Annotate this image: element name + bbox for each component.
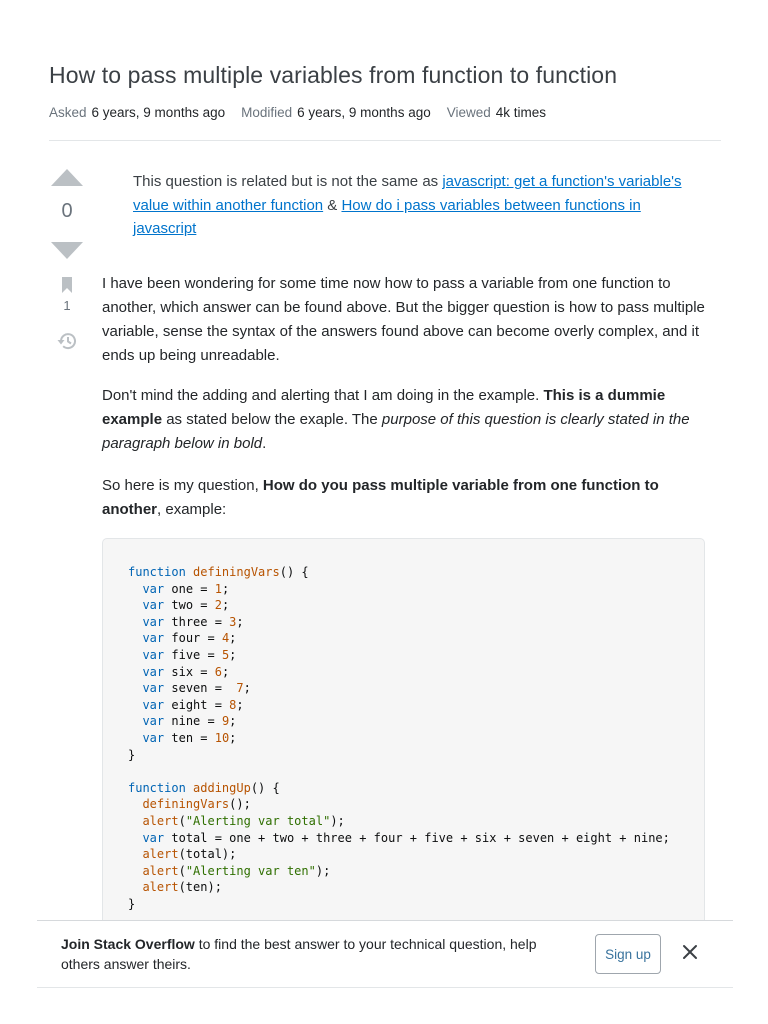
para2-text-e: . [262,435,267,452]
vote-count: 0 [61,200,73,222]
related-sep: & [323,196,342,214]
asked-label: Asked [49,105,87,120]
arrow-up-icon[interactable] [49,166,85,188]
related-prefix: This question is related but is not the same as [133,173,443,190]
code-content: function definingVars() { var one = 1; var two = 2; var three = 3; var four = 4; var five = 5; var six = 6; var seven = 7; var eight = 8; var nine = 9; var ten = 10; } function addingUp() { definingVars(); alert("Alerting var total"); var total = one + two + three + four + five + six + seven + eight + nine; alert(total); alert("Alerting var ten"); alert(ten); } [128,565,670,911]
modified-label: Modified [241,105,293,120]
para2-text-a: Don't mind the adding and alerting that I am doing in the example. [102,387,544,404]
para3-text-a: So here is my question, [102,477,263,494]
signup-banner [37,920,733,988]
banner-bold: Join Stack Overflow [61,936,195,952]
para2-bold: This is a dummie example [102,387,666,428]
history-icon[interactable] [56,330,78,352]
asked-meta [49,105,225,120]
related-link-2[interactable]: How do i pass variables between functions in javascript [133,196,641,237]
viewed-meta [447,105,546,120]
modified-value[interactable]: 6 years, 9 months ago [297,105,431,120]
header-divider [49,140,721,141]
question-paragraph-1: I have been wondering for some time now how to pass a variable from one function to another, which answer can be found above. But the bigger question is how to pass multiple variable, sense the syntax of the answers found above can become overly complex, and it ends up being unreadable. [102,275,705,364]
banner-message: to find the best answer to your technical question, help others answer theirs. [61,936,537,972]
viewed-label: Viewed [446,105,491,120]
bookmark-icon[interactable] [59,276,75,294]
modified-meta [241,105,431,120]
bookmark-count: 1 [63,298,71,313]
related-note [133,170,693,241]
close-icon[interactable] [677,939,703,965]
question-title[interactable]: How to pass multiple variables from function to function [49,62,618,88]
related-link-1[interactable]: javascript: get a function's variable's value within another function [133,173,682,214]
viewed-value: 4k times [495,105,547,120]
question-paragraph-2 [102,384,712,456]
signup-button[interactable]: Sign up [595,934,661,974]
para3-bold: How do you pass multiple variable from one function to another [102,477,659,518]
para3-text-c: , example: [157,501,227,518]
para2-italic: purpose of this question is clearly stated in the paragraph below in bold [102,411,690,452]
question-meta [49,105,546,120]
asked-value: 6 years, 9 months ago [91,105,226,120]
question-paragraph-3 [102,474,712,522]
banner-text [61,934,571,974]
para2-text-c: as stated below the exaple. The [162,411,382,428]
arrow-down-icon[interactable] [49,240,85,262]
